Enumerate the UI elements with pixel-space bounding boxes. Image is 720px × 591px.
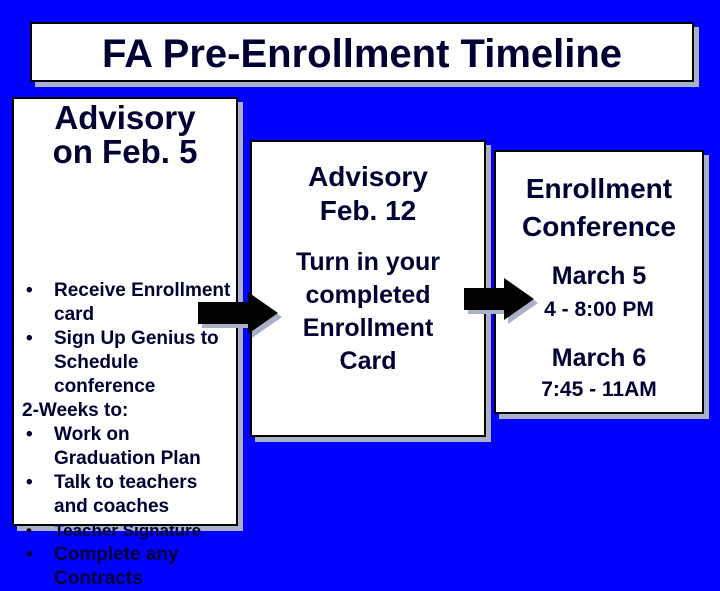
advisory-feb12-heading [252, 160, 484, 228]
date-march-6: March 6 [551, 344, 647, 372]
body-line: Turn in your [296, 248, 440, 276]
list-subhead [22, 399, 232, 423]
item-text: Sign Up Genius to Schedule conference [54, 328, 219, 397]
item-text: Work on Graduation Plan [54, 424, 201, 469]
body-line: completed [305, 281, 431, 309]
list-item [22, 423, 232, 471]
time-march-6: 7:45 - 11AM [541, 378, 657, 401]
heading-line: Feb. 12 [319, 195, 417, 226]
advisory-feb5-heading [14, 101, 236, 169]
enrollment-conference-heading [496, 170, 702, 246]
heading-line: on Feb. 5 [52, 133, 198, 170]
body-line: Card [339, 347, 397, 375]
item-text: Complete any Contracts [54, 544, 179, 589]
time-march-5: 4 - 8:00 PM [544, 298, 654, 321]
date-march-5: March 5 [551, 262, 647, 290]
subhead-text: 2-Weeks to: [22, 400, 129, 421]
page-title: FA Pre-Enrollment Timeline [101, 32, 623, 76]
heading-line: Advisory [54, 99, 196, 136]
title-box [30, 22, 694, 82]
list-item [22, 519, 232, 543]
bullet: • [26, 280, 33, 301]
list-item [22, 543, 232, 591]
bullet: • [26, 544, 33, 565]
bullet: • [26, 472, 33, 493]
heading-line: Conference [521, 211, 677, 242]
right-arrow-icon [462, 278, 544, 328]
bullet: • [26, 521, 32, 540]
list-item [22, 471, 232, 519]
heading-line: Enrollment [525, 173, 673, 204]
advisory-feb12-box [250, 140, 486, 437]
item-text: Talk to teachers and coaches [54, 472, 198, 517]
body-line: Enrollment [302, 314, 434, 342]
bullet: • [26, 328, 33, 349]
right-arrow-icon [196, 292, 288, 342]
heading-line: Advisory [308, 161, 428, 192]
item-text: Receive Enrollment card [54, 280, 231, 325]
bullet: • [26, 424, 33, 445]
item-text: Teacher Signature [54, 521, 202, 540]
